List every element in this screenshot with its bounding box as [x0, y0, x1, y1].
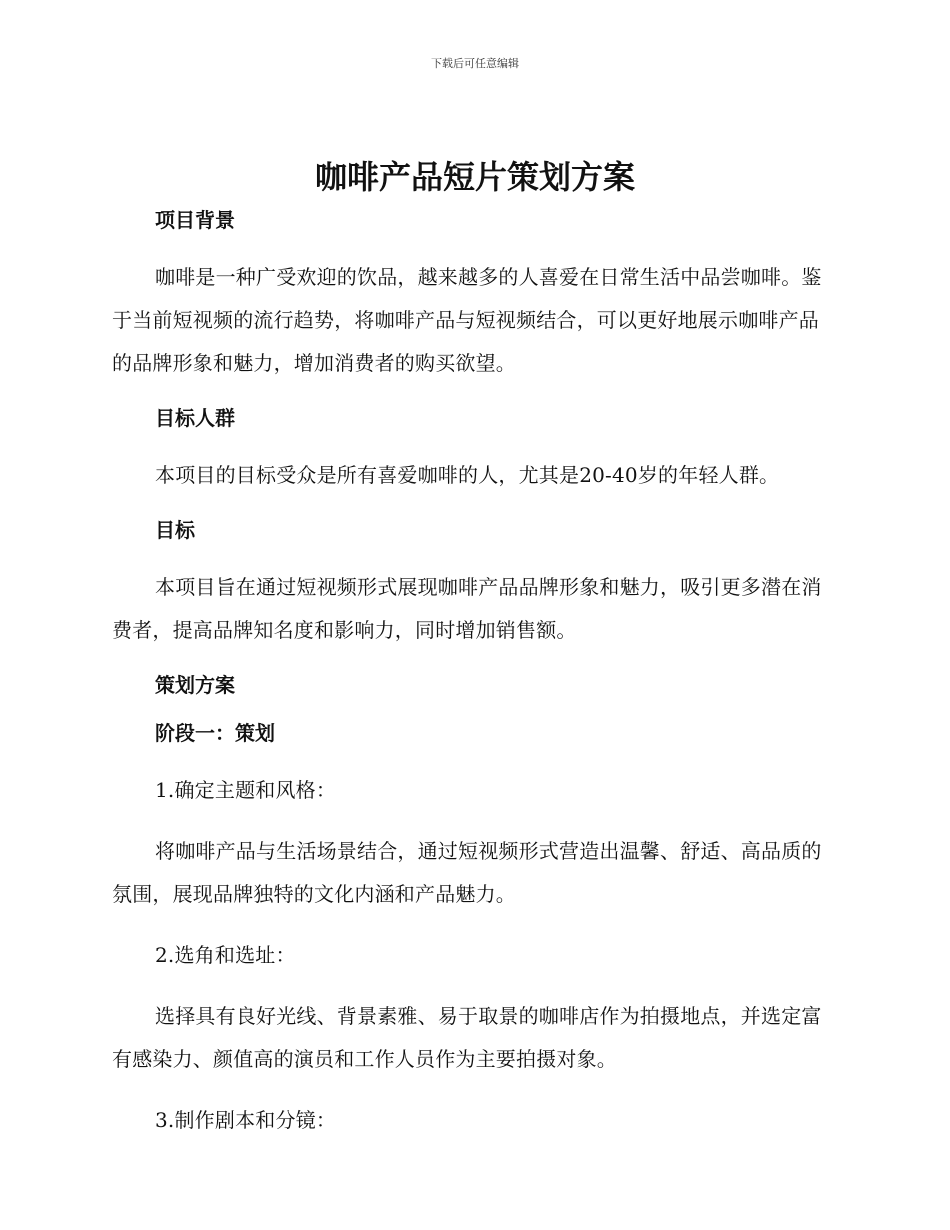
list-item-casting-location: 2.选角和选址： — [155, 943, 296, 967]
section-heading-goal: 目标 — [155, 518, 195, 542]
paragraph-theme-style: 将咖啡产品与生活场景结合，通过短视频形式营造出温馨、舒适、高品质的氛围，展现品牌独特的文化内涵和产品魅力。 — [112, 839, 822, 906]
list-item-script-storyboard: 3.制作剧本和分镜： — [155, 1108, 337, 1132]
section-heading-background: 项目背景 — [155, 208, 235, 232]
header-note: 下载后可任意编辑 — [431, 57, 519, 70]
paragraph-goal: 本项目旨在通过短视频形式展现咖啡产品品牌形象和魅力，吸引更多潜在消费者，提高品牌知名度和影响力，同时增加销售额。 — [112, 575, 822, 642]
document-body — [112, 205, 832, 1142]
section-heading-plan: 策划方案 — [155, 673, 235, 697]
paragraph-target-audience: 本项目的目标受众是所有喜爱咖啡的人，尤其是20-40岁的年轻人群。 — [155, 463, 780, 487]
document-title: 咖啡产品短片策划方案 — [314, 158, 635, 196]
paragraph-background: 咖啡是一种广受欢迎的饮品，越来越多的人喜爱在日常生活中品尝咖啡。鉴于当前短视频的流行趋势，将咖啡产品与短视频结合，可以更好地展示咖啡产品的品牌形象和魅力，增加消费者的购买欲望。 — [112, 265, 822, 375]
section-heading-target-audience: 目标人群 — [155, 406, 235, 430]
section-heading-phase-one: 阶段一：策划 — [155, 721, 275, 745]
list-item-theme-style: 1.确定主题和风格： — [155, 778, 337, 802]
paragraph-casting-location: 选择具有良好光线、背景素雅、易于取景的咖啡店作为拍摄地点，并选定富有感染力、颜值高的演员和工作人员作为主要拍摄对象。 — [112, 1004, 822, 1071]
